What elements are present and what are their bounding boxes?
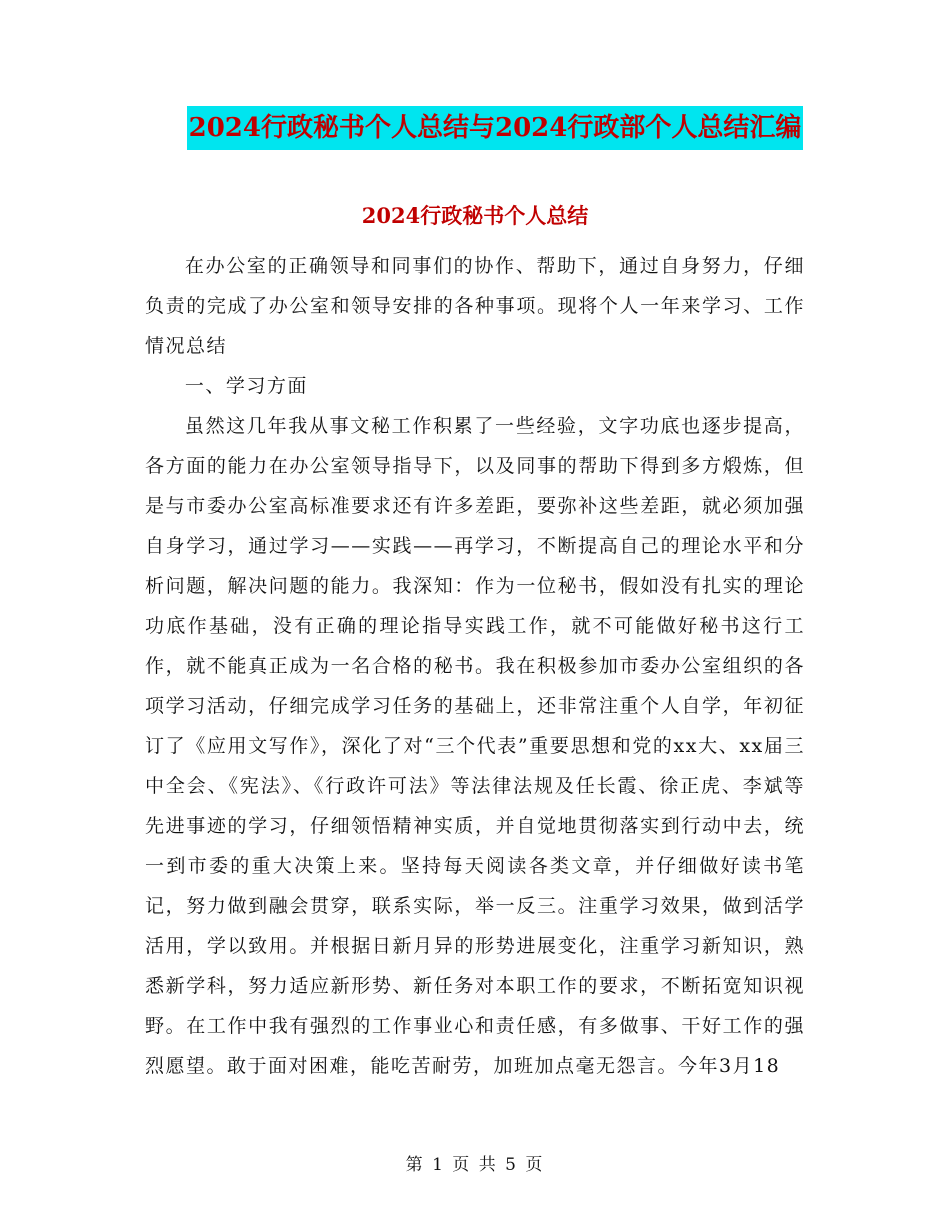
paragraph-study-detail: 虽然这几年我从事文秘工作积累了一些经验，文字功底也逐步提高，各方面的能力在办公室领导指导下，以及同事的帮助下得到多方煅炼，但是与市委办公室高标准要求还有许多差距，要弥补这些差距，就必须加强自身学习，通过学习——实践——再学习，不断提高自己的理论水平和分析问题，解决问题的能力。我深知：作为一位秘书，假如没有扎实的理论功底作基础，没有正确的理论指导实践工作，就不可能做好秘书这行工作，就不能真正成为一名合格的秘书。我在积极参加市委办公室组织的各项学习活动，仔细完成学习任务的基础上，还非常注重个人自学，年初征订了《应用文写作》，深化了对“三个代表”重要思想和党的xx大、xx届三中全会、《宪法》、《行政许可法》等法律法规及任长霞、徐正虎、李斌等先进事迹的学习，仔细领悟精神实质，并自觉地贯彻落实到行动中去，统一到市委的重大决策上来。坚持每天阅读各类文章，并仔细做好读书笔记，努力做到融会贯穿，联系实际，举一反三。注重学习效果，做到活学活用，学以致用。并根据日新月异的形势进展变化，注重学习新知识，熟悉新学科，努力适应新形势、新任务对本职工作的要求，不断拓宽知识视野。在工作中我有强烈的工作事业心和责任感，有多做事、干好工作的强烈愿望。敢于面对困难，能吃苦耐劳，加班加点毫无怨言。今年3月18	[145, 415, 805, 1077]
document-title-text: 2024行政秘书个人总结与2024行政部个人总结汇编	[187, 106, 804, 150]
document-body	[145, 246, 805, 1086]
paragraph-intro: 在办公室的正确领导和同事们的协作、帮助下，通过自身努力，仔细负责的完成了办公室和领导安排的各种事项。现将个人一年来学习、工作情况总结	[145, 255, 805, 357]
page-number-footer: 第 1 页 共 5 页	[405, 1155, 545, 1175]
section-title: 2024行政秘书个人总结	[361, 203, 589, 228]
document-title	[0, 106, 950, 150]
paragraph-heading-study: 一、学习方面	[184, 375, 308, 397]
